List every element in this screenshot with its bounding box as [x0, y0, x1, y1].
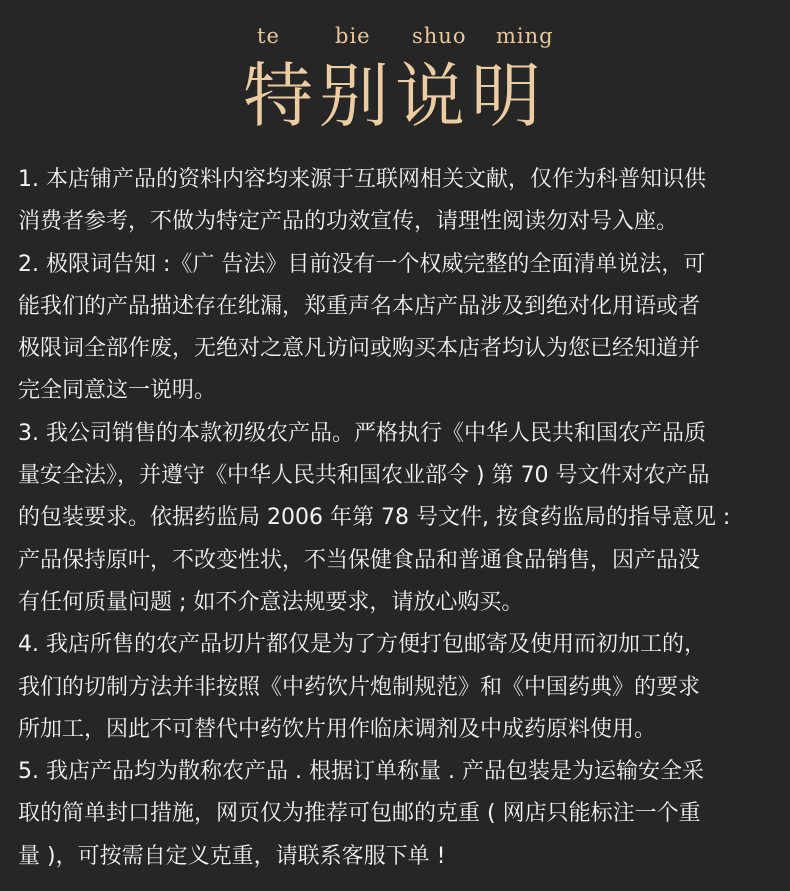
notice-item-2: 2. 极限词告知 :《广 告法》目前没有一个权威完整的全面清单说法，可 能我们的产品描述存在纰漏，郑重声名本店产品涉及到绝对化用语或者 极限词全部作废，无绝对之意凡访问或购买本店者均认为您已经知道并 完全同意这一说明。 [18, 251, 706, 404]
notice-list [18, 159, 774, 878]
notice-item-3: 3. 我公司销售的本款初级农产品。严格执行《中华人民共和国农产品质 量安全法》，并遵守《中华人民共和国农业部令 ) 第 70 号文件对农产品 的包装要求。依据药监局 2006 年第 78 号文件, 按食药监局的指导意见 : 产品保持原叶，不改变性状，不当保健食品和普通食品销售，因产品没 有任何质量问题 ; 如不介意法规要求，请放心购买。 [18, 420, 731, 615]
pinyin-bie: bie [335, 24, 371, 48]
title-pinyin [0, 24, 790, 50]
pinyin-te: te [257, 24, 280, 48]
pinyin-shuo: shuo [412, 24, 467, 48]
notice-item-5: 5. 我店产品均为散称农产品 . 根据订单称量 . 产品包装是为运输安全采 取的简单封口措施，网页仅为推荐可包邮的克重 ( 网店只能标注一个重 量 )，可按需自定义克重，请联系客服下单 ! [18, 759, 704, 869]
pinyin-ming: ming [496, 24, 554, 48]
page-title: 特别说明 [243, 55, 547, 137]
notice-item-4: 4. 我店所售的农产品切片都仅是为了方便打包邮寄及使用而初加工的， 我们的切制方法并非按照《中药饮片炮制规范》和《中国药典》的要求 所加工，因此不可替代中药饮片用作临床调剂及中成药原料使用。 [18, 632, 706, 742]
notice-item-1: 1. 本店铺产品的资料内容均来源于互联网相关文献，仅作为科普知识供 消费者参考，不做为特定产品的功效宣传，请理性阅读勿对号入座。 [18, 167, 706, 235]
